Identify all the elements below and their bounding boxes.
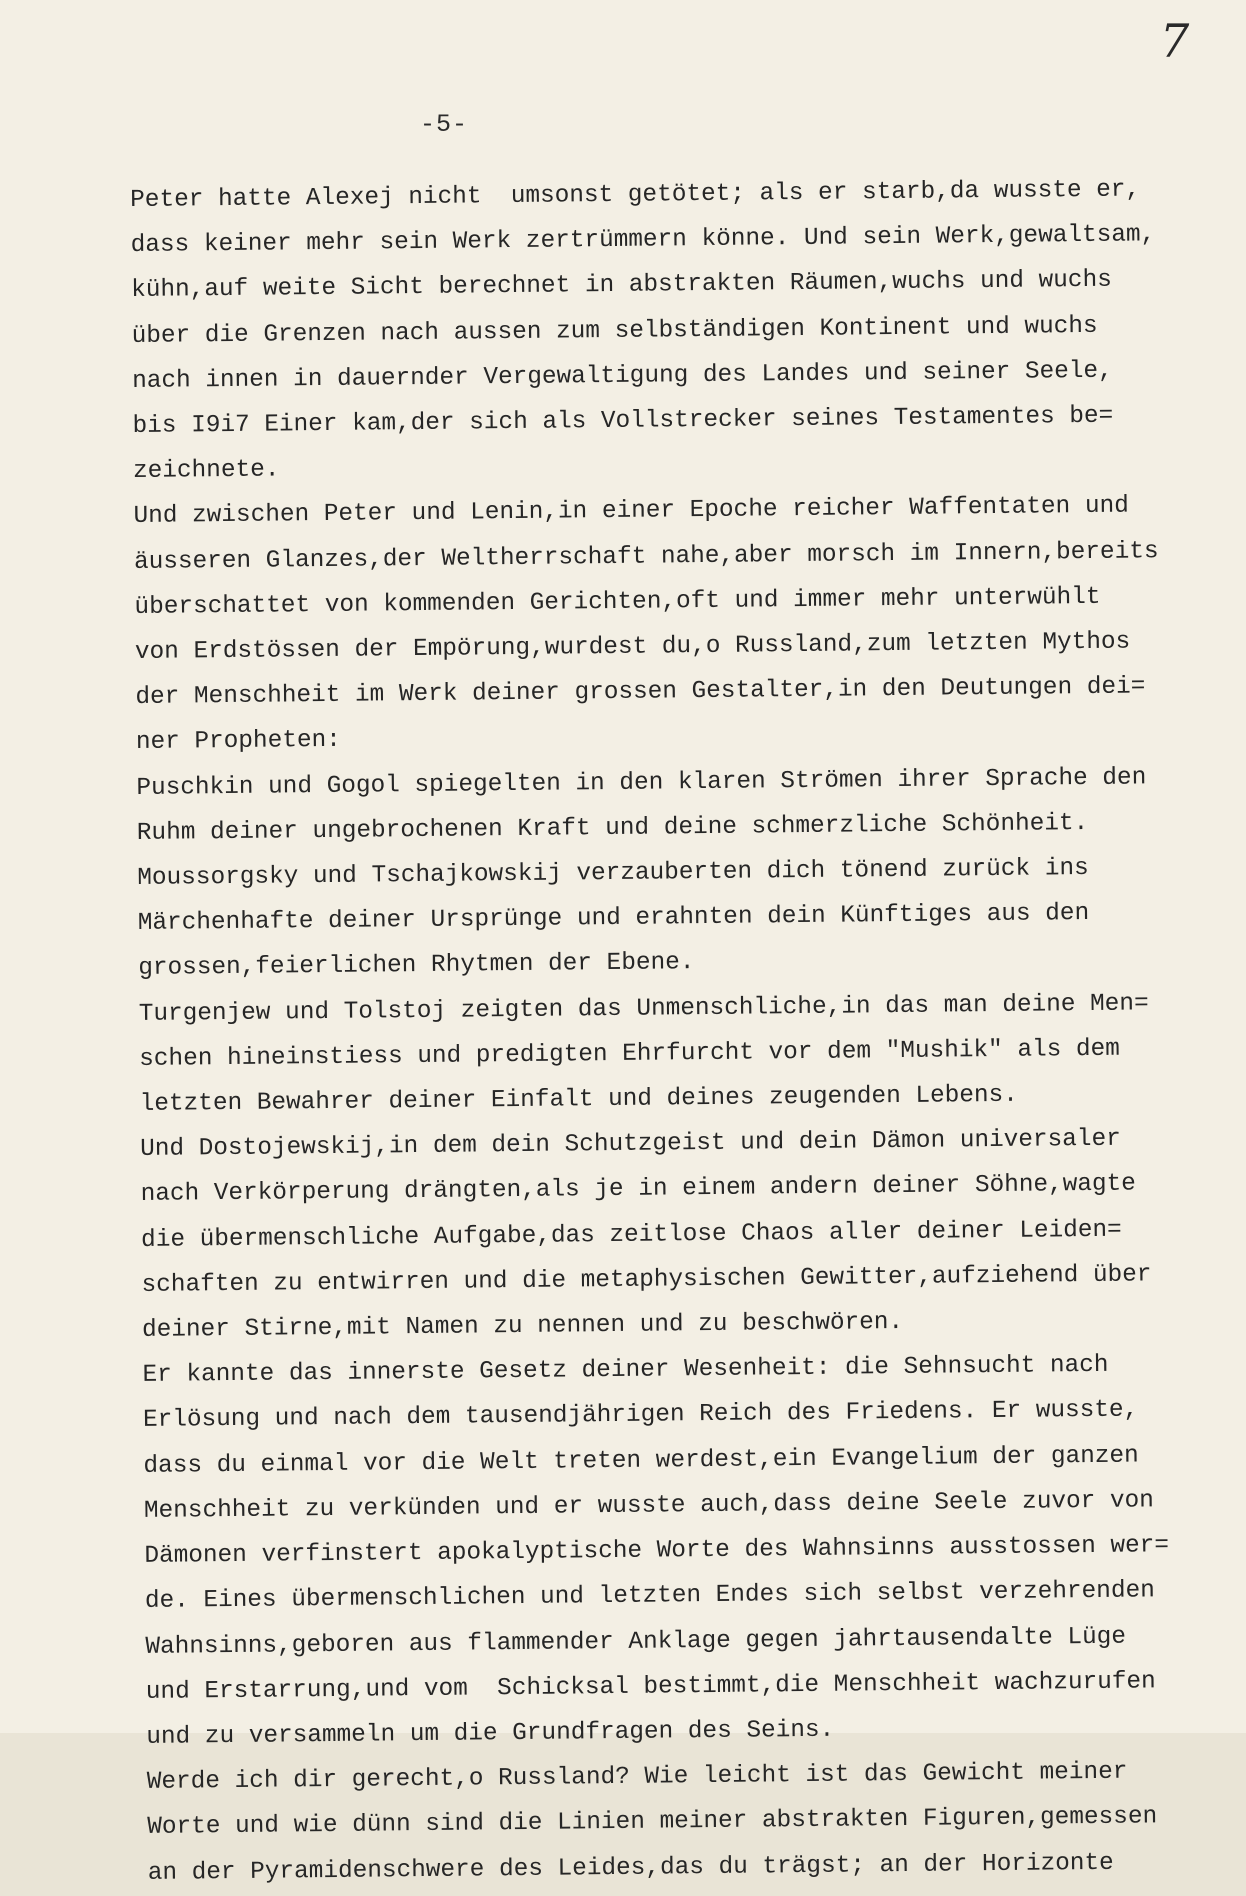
text-line: Peter hatte Alexej nicht umsonst getötet; als er starb,da wusste er, <box>130 176 1141 214</box>
text-line: überschattet von kommenden Gerichten,oft und immer mehr unterwühlt <box>134 583 1101 621</box>
text-line: Puschkin und Gogol spiegelten in den klaren Strömen ihrer Sprache den <box>136 764 1147 802</box>
text-line: bis I9i7 Einer kam,der sich als Vollstrecker seines Testamentes be= <box>132 402 1114 441</box>
text-line: Worte und wie dünn sind die Linien meiner abstrakten Figuren,gemessen <box>147 1803 1158 1842</box>
text-line: an der Pyramidenschwere des Leides,das du trägst; an der Horizonte <box>147 1849 1114 1887</box>
text-line: schaften zu entwirren und die metaphysischen Gewitter,aufziehend über <box>141 1261 1152 1299</box>
text-line: der Menschheit im Werk deiner grossen Gestalter,in den Deutungen dei= <box>135 673 1146 712</box>
body-text <box>130 167 1228 1896</box>
text-line: schen hineinstiess und predigten Ehrfurcht vor dem "Mushik" als dem <box>139 1035 1120 1073</box>
text-line: zeichnete. <box>132 456 280 486</box>
text-line: äusseren Glanzes,der Weltherrschaft nahe,aber morsch im Innern,bereits <box>133 537 1159 576</box>
text-line: Und zwischen Peter und Lenin,in einer Epoche reicher Waffentaten und <box>133 492 1129 531</box>
text-line: und zu versammeln um die Grundfragen des Seins. <box>146 1716 835 1751</box>
text-line: über die Grenzen nach aussen zum selbständigen Kontinent und wuchs <box>131 312 1098 350</box>
text-line: Erlösung und nach dem tausendjährigen Reich des Friedens. Er wusste, <box>142 1396 1139 1435</box>
text-line: von Erdstössen der Empörung,wurdest du,o Russland,zum letzten Mythos <box>134 628 1131 667</box>
page-number: -5- <box>420 110 469 139</box>
text-line: Märchenhafte deiner Ursprünge und erahnten dein Künftiges aus den <box>137 900 1090 938</box>
text-line: deiner Stirne,mit Namen zu nennen und zu beschwören. <box>141 1309 904 1345</box>
text-line: Menschheit zu verkünden und er wusste auch,dass deine Seele zuvor von <box>143 1487 1154 1525</box>
handwritten-page-mark: 7 <box>1160 14 1190 68</box>
text-line: Turgenjew und Tolstoj zeigten das Unmenschliche,in das man deine Men= <box>138 990 1149 1028</box>
text-line: dass du einmal vor die Welt treten werdest,ein Evangelium der ganzen <box>143 1442 1139 1480</box>
text-line: Werde ich dir gerecht,o Russland? Wie leicht ist das Gewicht meiner <box>146 1758 1128 1797</box>
text-line: nach innen in dauernder Vergewaltigung des Landes und seiner Seele, <box>131 357 1113 395</box>
text-line: Moussorgsky und Tschajkowskij verzauberten dich tönend zurück ins <box>137 855 1089 893</box>
text-line: Er kannte das innerste Gesetz deiner Wesenheit: die Sehnsucht nach <box>142 1352 1109 1390</box>
text-line: und Erstarrung,und vom Schicksal bestimmt,die Menschheit wachzurufen <box>145 1668 1156 1706</box>
text-line: grossen,feierlichen Rhytmen der Ebene. <box>138 949 695 983</box>
text-line: die übermenschliche Aufgabe,das zeitlose Chaos aller deiner Leiden= <box>140 1216 1122 1254</box>
text-line: Und Dostojewskij,in dem dein Schutzgeist und dein Dämon universaler <box>140 1125 1121 1164</box>
text-line: nach Verkörperung drängten,als je in einem andern deiner Söhne,wagte <box>140 1170 1137 1209</box>
text-line: ner Propheten: <box>135 727 341 757</box>
text-line: dass keiner mehr sein Werk zertrümmern könne. Und sein Werk,gewaltsam, <box>130 221 1156 260</box>
text-line: de. Eines übermenschlichen und letzten Endes sich selbst verzehrenden <box>144 1577 1155 1616</box>
text-line: letzten Bewahrer deiner Einfalt und deines zeugenden Lebens. <box>139 1081 1019 1119</box>
text-line: Ruhm deiner ungebrochenen Kraft und deine schmerzliche Schönheit. <box>136 809 1089 847</box>
text-line: kühn,auf weite Sicht berechnet in abstrakten Räumen,wuchs und wuchs <box>131 267 1112 305</box>
text-line: Dämonen verfinstert apokalyptische Worte des Wahnsinns ausstossen wer= <box>144 1532 1170 1571</box>
text-line: Wahnsinns,geboren aus flammender Anklage gegen jahrtausendalte Lüge <box>145 1623 1127 1661</box>
